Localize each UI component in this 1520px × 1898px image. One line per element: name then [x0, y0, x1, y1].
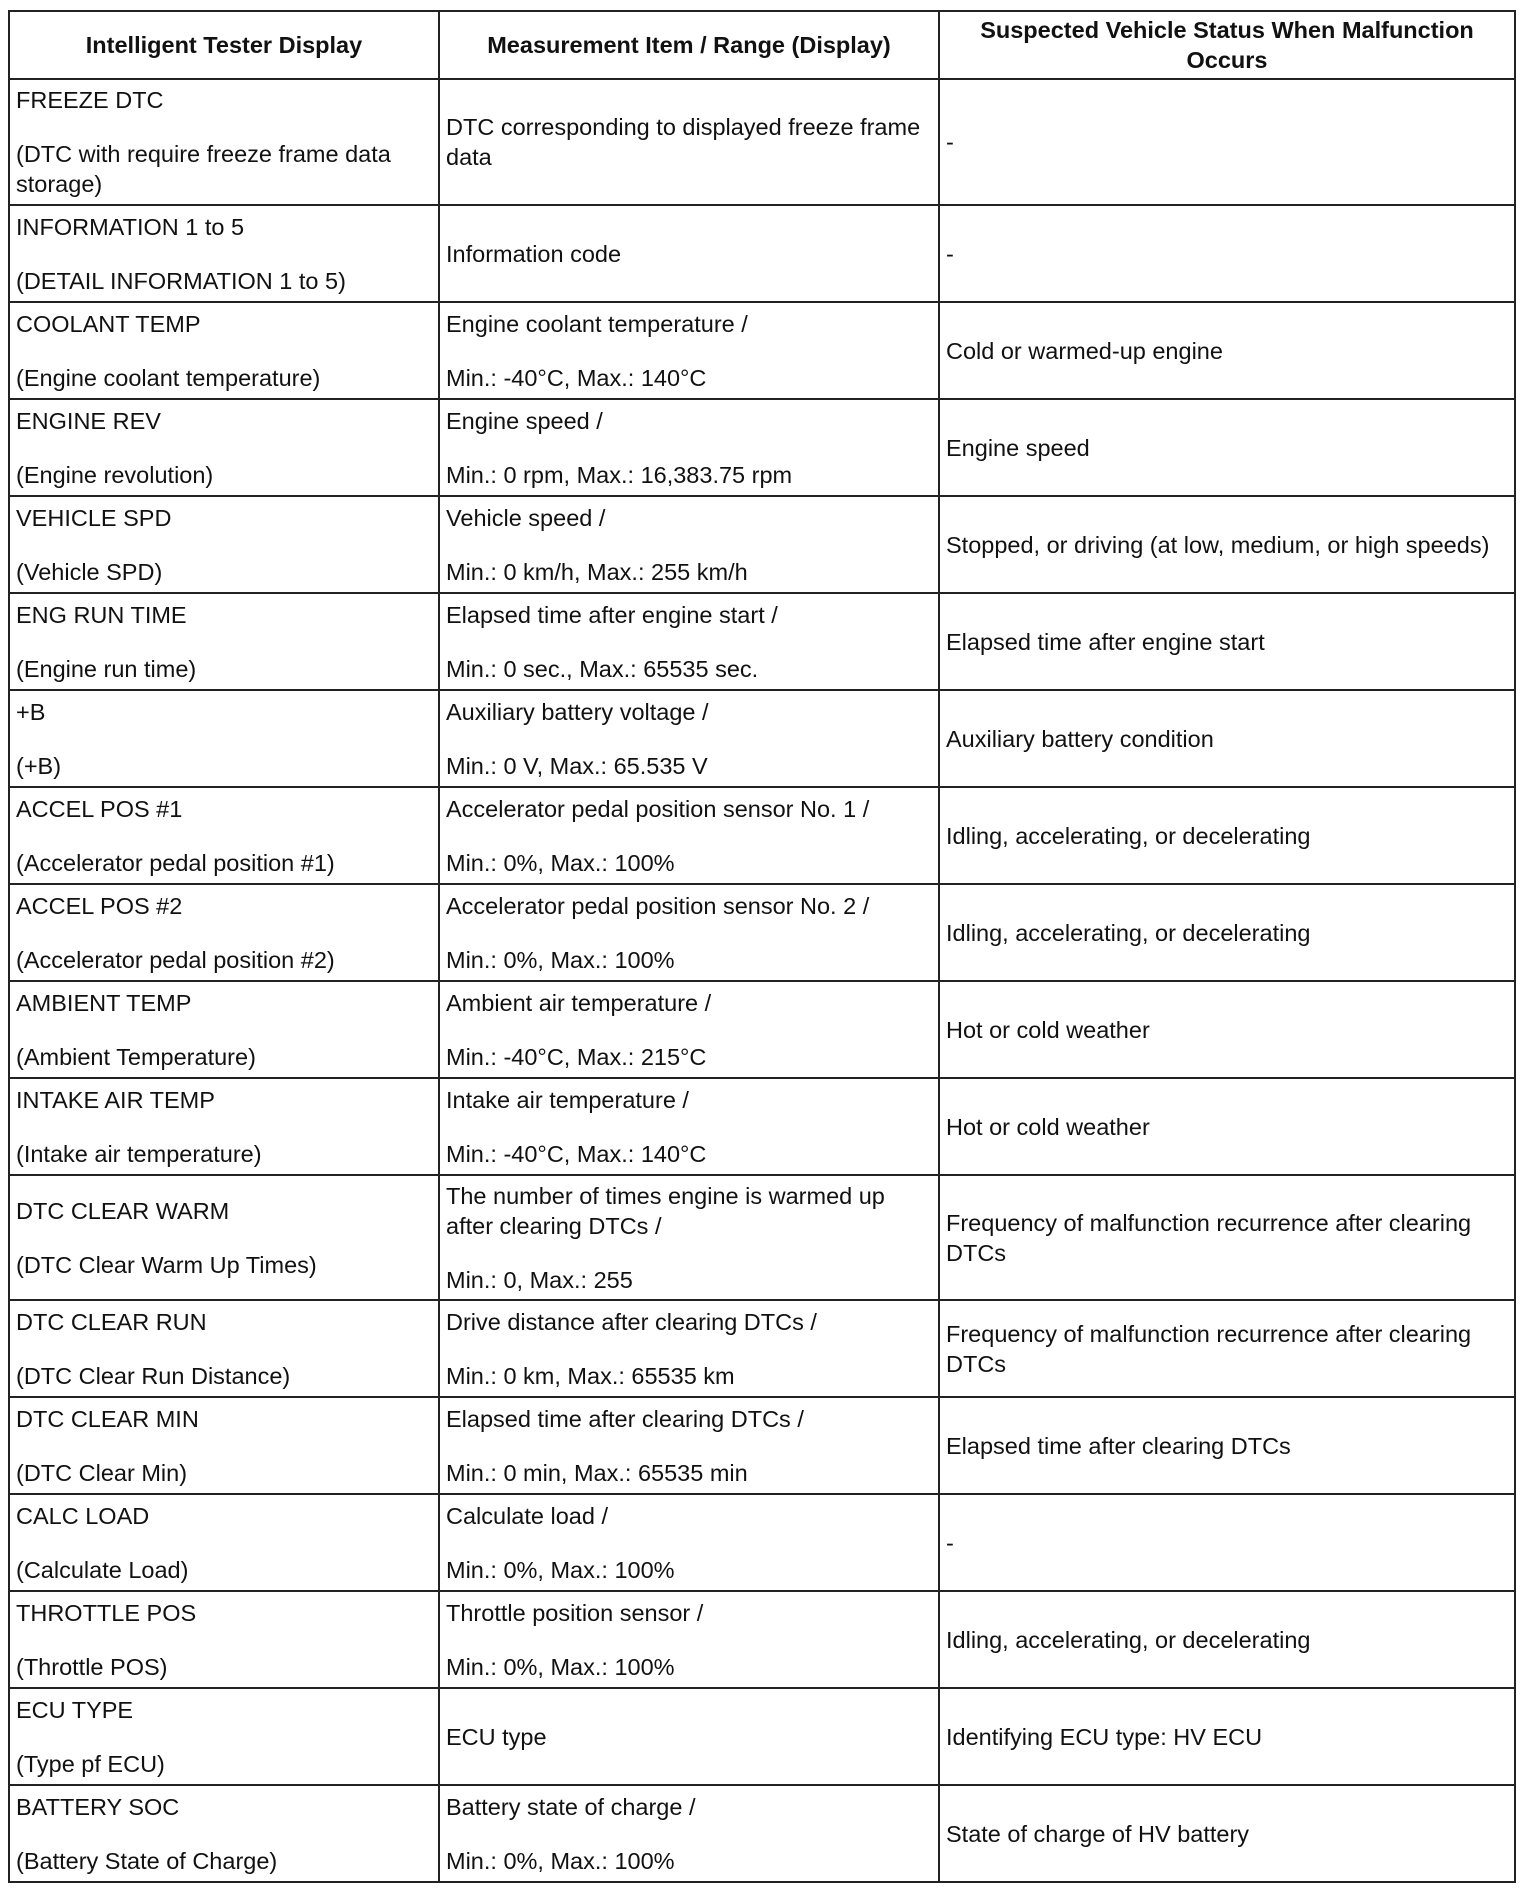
measurement-item: Ambient air temperature /	[446, 989, 712, 1016]
display-name: ENGINE REV	[16, 407, 161, 434]
display-description: (DTC with require freeze frame data storage)	[16, 141, 391, 197]
display-name: THROTTLE POS	[16, 1599, 197, 1626]
display-name: DTC CLEAR WARM	[16, 1197, 230, 1224]
tester-display-cell	[9, 593, 439, 690]
measurement-range: Min.: 0 min, Max.: 65535 min	[446, 1459, 748, 1486]
suspected-status-cell: -	[939, 79, 1515, 205]
measurement-item: The number of times engine is warmed up after clearing DTCs /	[446, 1182, 885, 1239]
display-description: (Engine coolant temperature)	[16, 364, 321, 391]
measurement-item: DTC corresponding to displayed freeze frame data	[446, 114, 921, 170]
measurement-cell	[439, 399, 939, 496]
data-list-table	[8, 10, 1516, 1883]
measurement-cell	[439, 1494, 939, 1591]
tester-display-cell	[9, 787, 439, 884]
measurement-cell	[439, 1785, 939, 1882]
measurement-cell	[439, 79, 939, 205]
table-row	[9, 1078, 1515, 1175]
header-tester-display: Intelligent Tester Display	[9, 11, 439, 79]
display-description: (Engine revolution)	[16, 461, 214, 488]
measurement-item: Throttle position sensor /	[446, 1599, 704, 1626]
suspected-status-cell: -	[939, 1494, 1515, 1591]
measurement-item: Accelerator pedal position sensor No. 1 /	[446, 795, 870, 822]
display-description: (Throttle POS)	[16, 1653, 168, 1680]
table-row	[9, 1688, 1515, 1785]
measurement-cell	[439, 787, 939, 884]
display-name: FREEZE DTC	[16, 87, 164, 113]
measurement-cell	[439, 1078, 939, 1175]
measurement-cell	[439, 1300, 939, 1397]
suspected-status-cell: Hot or cold weather	[939, 1078, 1515, 1175]
table-row	[9, 690, 1515, 787]
measurement-range: Min.: 0%, Max.: 100%	[446, 1653, 675, 1680]
table-row	[9, 1785, 1515, 1882]
measurement-cell	[439, 884, 939, 981]
display-name: INTAKE AIR TEMP	[16, 1086, 215, 1113]
table-row	[9, 981, 1515, 1078]
measurement-cell	[439, 1175, 939, 1300]
suspected-status-cell: Engine speed	[939, 399, 1515, 496]
table-row	[9, 205, 1515, 302]
display-name: DTC CLEAR RUN	[16, 1308, 207, 1335]
tester-display-cell	[9, 399, 439, 496]
measurement-item: Elapsed time after clearing DTCs /	[446, 1405, 804, 1432]
tester-display-cell	[9, 884, 439, 981]
suspected-status-cell: Idling, accelerating, or decelerating	[939, 787, 1515, 884]
measurement-item: Drive distance after clearing DTCs /	[446, 1308, 817, 1335]
display-name: CALC LOAD	[16, 1502, 150, 1529]
measurement-range: Min.: 0, Max.: 255	[446, 1266, 633, 1293]
measurement-range: Min.: 0%, Max.: 100%	[446, 946, 675, 973]
display-name: COOLANT TEMP	[16, 310, 201, 337]
measurement-range: Min.: 0 km, Max.: 65535 km	[446, 1362, 735, 1389]
measurement-range: Min.: -40°C, Max.: 140°C	[446, 364, 707, 391]
table-row	[9, 1397, 1515, 1494]
display-name: ENG RUN TIME	[16, 601, 187, 628]
measurement-item: Engine speed /	[446, 407, 603, 434]
measurement-cell	[439, 1397, 939, 1494]
suspected-status-cell: Idling, accelerating, or decelerating	[939, 884, 1515, 981]
suspected-status-cell: Identifying ECU type: HV ECU	[939, 1688, 1515, 1785]
display-description: (Vehicle SPD)	[16, 558, 163, 585]
table-row	[9, 79, 1515, 205]
suspected-status-cell: Elapsed time after engine start	[939, 593, 1515, 690]
measurement-range: Min.: 0 sec., Max.: 65535 sec.	[446, 655, 759, 682]
suspected-status-cell: Cold or warmed-up engine	[939, 302, 1515, 399]
suspected-status-cell: Frequency of malfunction recurrence after clearing DTCs	[939, 1300, 1515, 1397]
table-row	[9, 787, 1515, 884]
display-description: (Battery State of Charge)	[16, 1847, 278, 1874]
suspected-status-cell: Auxiliary battery condition	[939, 690, 1515, 787]
suspected-status-cell: -	[939, 205, 1515, 302]
display-name: +B	[16, 698, 46, 725]
measurement-item: Information code	[446, 240, 622, 267]
measurement-range: Min.: 0%, Max.: 100%	[446, 1556, 675, 1583]
display-description: (DTC Clear Min)	[16, 1459, 188, 1486]
display-description: (Type pf ECU)	[16, 1750, 165, 1777]
table-row	[9, 1175, 1515, 1300]
measurement-range: Min.: 0%, Max.: 100%	[446, 1847, 675, 1874]
measurement-range: Min.: 0 V, Max.: 65.535 V	[446, 752, 708, 779]
display-name: ACCEL POS #2	[16, 892, 183, 919]
table-row	[9, 1494, 1515, 1591]
measurement-range: Min.: 0 rpm, Max.: 16,383.75 rpm	[446, 461, 793, 488]
tester-display-cell	[9, 79, 439, 205]
suspected-status-cell: Hot or cold weather	[939, 981, 1515, 1078]
display-description: (DTC Clear Warm Up Times)	[16, 1251, 317, 1278]
measurement-cell	[439, 302, 939, 399]
display-description: (+B)	[16, 752, 62, 779]
tester-display-cell	[9, 1078, 439, 1175]
display-description: (Accelerator pedal position #2)	[16, 946, 335, 973]
display-description: (DTC Clear Run Distance)	[16, 1362, 291, 1389]
suspected-status-cell: Frequency of malfunction recurrence after clearing DTCs	[939, 1175, 1515, 1300]
measurement-item: Auxiliary battery voltage /	[446, 698, 709, 725]
measurement-item: Calculate load /	[446, 1502, 608, 1529]
tester-display-cell	[9, 1494, 439, 1591]
table-row	[9, 496, 1515, 593]
measurement-cell	[439, 1591, 939, 1688]
tester-display-cell	[9, 690, 439, 787]
tester-display-cell	[9, 1688, 439, 1785]
tester-display-cell	[9, 1591, 439, 1688]
measurement-item: Engine coolant temperature /	[446, 310, 748, 337]
suspected-status-cell: State of charge of HV battery	[939, 1785, 1515, 1882]
header-measurement-item: Measurement Item / Range (Display)	[439, 11, 939, 79]
measurement-item: Battery state of charge /	[446, 1793, 696, 1820]
display-description: (Calculate Load)	[16, 1556, 189, 1583]
measurement-item: Vehicle speed /	[446, 504, 606, 531]
measurement-item: Intake air temperature /	[446, 1086, 689, 1113]
tester-display-cell	[9, 302, 439, 399]
table-row	[9, 593, 1515, 690]
suspected-status-cell: Stopped, or driving (at low, medium, or high speeds)	[939, 496, 1515, 593]
measurement-range: Min.: -40°C, Max.: 215°C	[446, 1043, 707, 1070]
suspected-status-cell: Idling, accelerating, or decelerating	[939, 1591, 1515, 1688]
display-name: ACCEL POS #1	[16, 795, 183, 822]
table-row	[9, 1591, 1515, 1688]
measurement-range: Min.: 0%, Max.: 100%	[446, 849, 675, 876]
table-row	[9, 1300, 1515, 1397]
tester-display-cell	[9, 1785, 439, 1882]
tester-display-cell	[9, 1397, 439, 1494]
measurement-range: Min.: 0 km/h, Max.: 255 km/h	[446, 558, 748, 585]
measurement-cell	[439, 981, 939, 1078]
display-name: INFORMATION 1 to 5	[16, 213, 245, 240]
display-name: ECU TYPE	[16, 1696, 134, 1723]
display-description: (Engine run time)	[16, 655, 197, 682]
measurement-cell	[439, 593, 939, 690]
tester-display-cell	[9, 205, 439, 302]
measurement-item: ECU type	[446, 1723, 547, 1750]
measurement-cell	[439, 1688, 939, 1785]
table-row	[9, 399, 1515, 496]
display-name: AMBIENT TEMP	[16, 989, 192, 1016]
measurement-item: Elapsed time after engine start /	[446, 601, 778, 628]
measurement-cell	[439, 205, 939, 302]
header-row	[9, 11, 1515, 79]
tester-display-cell	[9, 1175, 439, 1300]
tester-display-cell	[9, 981, 439, 1078]
measurement-range: Min.: -40°C, Max.: 140°C	[446, 1140, 707, 1167]
suspected-status-cell: Elapsed time after clearing DTCs	[939, 1397, 1515, 1494]
display-name: BATTERY SOC	[16, 1793, 180, 1820]
table-row	[9, 884, 1515, 981]
tester-display-cell	[9, 496, 439, 593]
display-description: (Accelerator pedal position #1)	[16, 849, 335, 876]
measurement-item: Accelerator pedal position sensor No. 2 /	[446, 892, 870, 919]
display-description: (DETAIL INFORMATION 1 to 5)	[16, 267, 346, 294]
header-suspected-status: Suspected Vehicle Status When Malfunction Occurs	[939, 11, 1515, 79]
measurement-cell	[439, 496, 939, 593]
display-description: (Ambient Temperature)	[16, 1043, 256, 1070]
display-description: (Intake air temperature)	[16, 1140, 262, 1167]
display-name: VEHICLE SPD	[16, 504, 172, 531]
tester-display-cell	[9, 1300, 439, 1397]
table-row	[9, 302, 1515, 399]
display-name: DTC CLEAR MIN	[16, 1405, 199, 1432]
measurement-cell	[439, 690, 939, 787]
